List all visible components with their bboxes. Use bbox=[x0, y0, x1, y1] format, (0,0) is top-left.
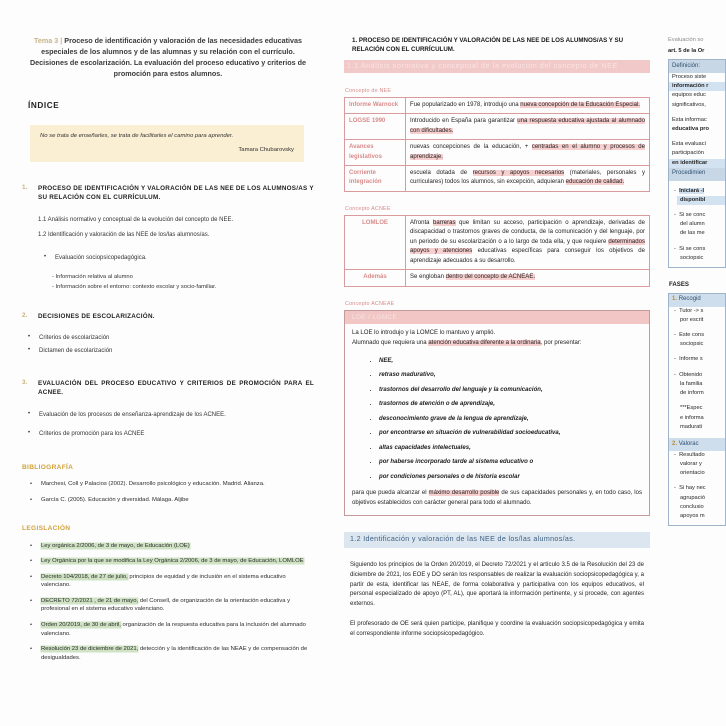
right-proced-item: disponibl bbox=[677, 196, 725, 205]
table-row bbox=[345, 166, 650, 192]
bibliografia-heading: BIBLIOGRAFÍA bbox=[22, 463, 74, 471]
box-p2-hl: atención educativa diferente a la ordinaria bbox=[428, 339, 541, 346]
title-text: Proceso de identificación y valoración de las necesidades educativas especiales de los alumnos y de las alumnas y su relación con el currículo. Decisiones de escolarización. La evaluación del proceso educativo y criterios de promoción para estos alumnos. bbox=[29, 36, 307, 78]
bullet-dot-icon: • bbox=[30, 481, 33, 488]
row-body bbox=[406, 114, 650, 140]
box-p2-post: , por presentar: bbox=[540, 339, 582, 346]
right-fase-1-item: sociopsic bbox=[680, 341, 704, 348]
row-pre: escuela dotada de bbox=[410, 170, 473, 177]
section-2-bullet-1 bbox=[28, 334, 314, 343]
right-definition-box bbox=[668, 59, 726, 268]
right-proced-item: - Si se cons bbox=[674, 245, 706, 252]
row-pre: Se engloban bbox=[410, 274, 446, 281]
right-proced-item: sociopsic bbox=[680, 254, 704, 261]
right-def-line: significativos, bbox=[672, 101, 706, 108]
bullet-dot-icon: • bbox=[44, 253, 47, 260]
bullet-dot-icon: • bbox=[30, 542, 33, 549]
right-fase-1-item: la familia bbox=[680, 380, 703, 387]
legislacion-4-hl: DECRETO 72/2021 , de 21 de mayo, bbox=[41, 597, 139, 604]
row-hl2: determinados apoyos y atenciones bbox=[410, 238, 645, 255]
list-item: • altas capacidades intelectuales, bbox=[379, 445, 649, 451]
bibliografia-item-1-text: Marchesi, Coll y Palacios (2002). Desarrollo psicológico y educación. Madrid. Alianza. bbox=[41, 481, 265, 488]
right-def-line: equipos educ bbox=[672, 92, 706, 99]
label-concepto-acneae: Concepto ACNEAE bbox=[345, 300, 395, 307]
legislacion-6-rest: detección y la identificación de las NEAE y de compensación de desigualdades. bbox=[41, 646, 308, 661]
section-3-number: 3. bbox=[22, 379, 28, 387]
right-fase-1-item: - Informe s bbox=[674, 356, 703, 363]
right-def-line: participación bbox=[672, 150, 704, 157]
main-content-column bbox=[332, 0, 662, 726]
main-heading-1-2: 1.2 Identificación y valoración de las NEE de los/las alumnos/as. bbox=[344, 532, 650, 548]
row-key: LOMLOE bbox=[345, 215, 406, 269]
list-item: • retraso madurativo, bbox=[379, 372, 649, 378]
box-acneae-p1: La LOE lo introdujo y la LOMCE lo mantuvo y amplió. bbox=[352, 330, 496, 337]
right-fase-2-item: conclusio bbox=[680, 503, 704, 510]
section-1-dash-2: - Información sobre el entorno: contexto escolar y socio-familiar. bbox=[52, 283, 217, 290]
section-1-bullet-text: Evaluación sociopsicopedagógica. bbox=[55, 254, 147, 261]
row-hl: recursos y apoyos necesarios bbox=[472, 170, 565, 177]
row-pre: Fue popularizado en 1978, introdujo una bbox=[410, 101, 521, 108]
right-fase-2-text: Si hay nec bbox=[679, 485, 706, 492]
box-p2-pre: Alumnado que requiera una bbox=[352, 339, 429, 346]
right-fase-2-item: orientacio bbox=[680, 470, 705, 477]
box-tail-post: de sus capacidades personales y, en todo caso, los objetivos establecidos con carácter general para todo el alumnado. bbox=[352, 490, 642, 506]
legislacion-item bbox=[30, 573, 314, 590]
right-fase-1-item: e informa bbox=[680, 414, 704, 421]
right-def-line: en identificar bbox=[669, 159, 725, 168]
right-procedimiento-heading: Procedimien bbox=[669, 168, 725, 181]
right-fase-2-item: - Resultado bbox=[674, 451, 705, 458]
legislacion-5-hl: Orden 20/2019, de 30 de abril, bbox=[41, 621, 121, 628]
bibliografia-item-2-text: García C. (2005). Educación y diversidad. Málaga. Aljibe bbox=[41, 496, 189, 503]
bullet-dot-icon: • bbox=[30, 621, 33, 628]
row-pre: Afronta bbox=[410, 219, 433, 226]
right-fase-2-row bbox=[669, 438, 725, 451]
right-fases-box bbox=[668, 293, 726, 526]
right-definition-heading: Definición: bbox=[669, 60, 725, 73]
index-section-1 bbox=[22, 184, 314, 203]
row-post: educativas específicas para conseguir los objetivos de aprendizaje adecuados a su desarrollo. bbox=[410, 248, 645, 264]
right-fase-2-item: apoyos m bbox=[680, 513, 705, 520]
right-def-line: Esta evaluaci bbox=[672, 141, 706, 148]
box-acneae-list bbox=[345, 358, 649, 480]
table-concepto-acnee bbox=[344, 215, 650, 287]
main-heading-1-1: 1.1 Análisis normativo y conceptual de la evolución del concepto de NEE bbox=[344, 60, 650, 73]
right-fase-2-item: - Si hay nec bbox=[674, 485, 706, 492]
row-body bbox=[406, 270, 650, 286]
main-paragraph-1: Siguiendo los principios de la Orden 20/2019, el Decreto 72/2021 y el artículo 3.5 de la Resolución del 23 de diciembre de 2021, los EOE y DO serán los responsables de realizar la evaluación sociopsicopedagógica y, a partir de esta, identificar las NEAE, de forma colaborativa y participativa con los equipos educativos, el personal especializado de apoyo (PT, AL), que aportará la información pertinente, y si procede, con agentes externos. bbox=[350, 561, 644, 608]
legislacion-heading: LEGISLACIÓN bbox=[22, 525, 71, 533]
legislacion-item bbox=[30, 621, 314, 638]
legislacion-4-rest: del Consell, de organización de la orientación educativa y profesional en el sistema educativo valenciano. bbox=[41, 597, 291, 613]
box-acneae-heading: LOE / LOMCE bbox=[345, 311, 649, 325]
right-fase-1-text: Obtenido bbox=[679, 371, 703, 378]
row-key: Avances legislativos bbox=[345, 140, 406, 166]
bullet-dot-icon: • bbox=[28, 430, 31, 437]
right-fase-1-item: de inform bbox=[680, 390, 704, 397]
index-section-2 bbox=[22, 312, 314, 321]
section-2-number: 2. bbox=[22, 311, 28, 319]
bullet-dot-icon: • bbox=[30, 496, 33, 503]
legislacion-item bbox=[30, 542, 314, 551]
right-fase-2-number: 2. bbox=[672, 440, 678, 447]
row-pre: nuevas concepciones de la educación, + bbox=[410, 144, 532, 151]
right-fase-1-number: 1. bbox=[672, 296, 678, 303]
list-item: • trastornos del desarrollo del lenguaje y la comunicación, bbox=[379, 387, 649, 393]
right-proced-text: Iniciará -l bbox=[679, 187, 705, 194]
right-fase-1-text: Informe s bbox=[679, 356, 703, 363]
bullet-dot-icon: • bbox=[30, 646, 33, 653]
right-fase-1-item: - Tutor -> s bbox=[674, 307, 704, 314]
box-tail-hl: máximo desarrollo posible bbox=[428, 490, 500, 496]
row-key: LOGSE 1990 bbox=[345, 114, 406, 140]
table-concepto-nee bbox=[344, 97, 650, 192]
main-paragraph-2: El profesorado de OE será quien participe, planifique y coordine la evaluación sociopsicopedagógica y emita el correspondiente informe sociopsicopedagógico. bbox=[350, 620, 644, 637]
document-title bbox=[28, 36, 308, 80]
section-3-bullet-1-text: Evaluación de los procesos de enseñanza-aprendizaje de los ACNEE. bbox=[39, 411, 226, 418]
box-acneae bbox=[344, 310, 650, 517]
row-pre: Introducido en España para garantizar bbox=[410, 118, 518, 125]
bullet-dot-icon: • bbox=[30, 573, 33, 580]
row-hl: nueva concepción de la Educación Especial. bbox=[520, 101, 640, 108]
section-3-title: EVALUACIÓN DEL PROCESO EDUCATIVO Y CRITERIOS DE PROMOCIÓN PARA EL ACNEE. bbox=[38, 380, 314, 397]
right-proced-text: Si se conc bbox=[679, 212, 706, 219]
bullet-dot-icon: • bbox=[28, 410, 31, 417]
box-tail-pre: para que pueda alcanzar el bbox=[352, 490, 429, 496]
row-key: Además bbox=[345, 270, 406, 286]
section-2-bullet-2-text: Dictamen de escolarización bbox=[39, 347, 113, 354]
row-post: (materiales, personales y curriculares) todos los alumnos, sin excepción, adquieran bbox=[410, 170, 645, 186]
list-item: • NEE, bbox=[379, 358, 649, 364]
row-key: Corriente integración bbox=[345, 166, 406, 192]
row-body bbox=[406, 140, 650, 166]
list-item: • desconocimiento grave de la lengua de aprendizaje, bbox=[379, 416, 649, 422]
row-hl: dentro del concepto de ACNEAE. bbox=[445, 274, 536, 281]
row-body bbox=[406, 215, 650, 269]
legislacion-2-hl: Ley Orgánica por la que se modifica la Ley Orgánica 2/2006, de 3 de mayo, de Educación, LOMLOE bbox=[41, 558, 304, 565]
right-def-line: Esta informac bbox=[672, 116, 707, 123]
quote-author: Tamara Chubarovsky bbox=[238, 147, 294, 154]
section-1-bullet bbox=[44, 254, 314, 263]
quote-text: No se trata de enseñarles, se trata de facilitarles el camino para aprender. bbox=[40, 133, 234, 140]
bullet-dot-icon: • bbox=[28, 334, 31, 341]
row-hl2: educación de calidad. bbox=[565, 179, 625, 186]
legislacion-item bbox=[30, 597, 314, 614]
bullet-dot-icon: • bbox=[28, 346, 31, 353]
section-3-bullet-1 bbox=[28, 411, 314, 420]
section-1-title: PROCESO DE IDENTIFICACIÓN Y VALORACIÓN DE LAS NEE DE LOS ALUMNOS/AS Y SU RELACIÓN CON EL CURRÍCULUM. bbox=[38, 185, 314, 202]
index-column bbox=[0, 0, 332, 726]
legislacion-3-rest: principios de equidad y de inclusión en el sistema educativo valenciano. bbox=[41, 573, 286, 589]
legislacion-6-hl: Resolución 23 de diciembre de 2021, bbox=[41, 646, 139, 653]
bullet-dot-icon: • bbox=[30, 597, 33, 604]
table-row bbox=[345, 215, 650, 269]
right-fase-1-text: Este cons bbox=[679, 332, 705, 338]
list-item: • por encontrarse en situación de vulnerabilidad socioeducativa, bbox=[379, 430, 649, 436]
list-item: • por condiciones personales o de historia escolar bbox=[379, 474, 649, 480]
tema-label: Tema 3 | bbox=[34, 36, 63, 45]
row-key: Informe Warnock bbox=[345, 97, 406, 113]
label-concepto-nee: Concepto de NEE bbox=[345, 87, 392, 94]
legislacion-5-rest: organización de la respuesta educativa para la inclusión del alumnado valenciano. bbox=[41, 621, 306, 637]
legislacion-1-hl: Ley orgánica 2/2006, de 3 de mayo, de Educación (LOE) bbox=[41, 542, 190, 549]
legislacion-item bbox=[30, 645, 314, 662]
right-clipped-column bbox=[662, 0, 726, 726]
box-acneae-p2 bbox=[345, 339, 649, 349]
section-1-sub-2: 1.2 Identificación y valoración de las NEE de los/las alumnos/as. bbox=[38, 232, 210, 239]
right-proced-item: de las me bbox=[680, 230, 705, 237]
quote-box bbox=[30, 125, 304, 162]
right-fase-1-item: - Este cons bbox=[674, 332, 705, 338]
list-item: • por haberse incorporado tarde al sistema educativo o bbox=[379, 459, 649, 465]
section-1-dash-1: - Información relativa al alumno bbox=[52, 274, 133, 281]
table-row bbox=[345, 114, 650, 140]
section-2-bullet-2 bbox=[28, 347, 314, 356]
bibliografia-item bbox=[30, 496, 314, 505]
right-line-2: art. 5 de la Or bbox=[668, 48, 705, 55]
right-line-1: Evaluación so bbox=[668, 37, 704, 43]
table-row bbox=[345, 97, 650, 113]
table-row bbox=[345, 270, 650, 286]
section-2-title: DECISIONES DE ESCOLARIZACIÓN. bbox=[38, 312, 155, 320]
right-fase-2-label: Valorac bbox=[678, 440, 699, 447]
row-hl: centradas en el alumno y procesos de aprendizaje. bbox=[410, 144, 645, 160]
row-hl: una respuesta educativa ajustada al alumnado con dificultades. bbox=[410, 118, 646, 134]
label-concepto-acnee: Concepto ACNEE bbox=[345, 205, 391, 212]
right-def-line: educativa pro bbox=[672, 126, 709, 133]
table-row bbox=[345, 140, 650, 166]
row-body bbox=[406, 97, 650, 113]
row-mid: que limitan su acceso, participación o aprendizaje, derivadas de discapacidad o trastornos graves de conducta, de la comunicación y del lenguaje, por un periodo de su escolarización o a lo largo de toda ella, y que requiere bbox=[410, 219, 645, 245]
right-fase-1-item: por escrit bbox=[680, 316, 704, 323]
legislacion-3-hl: Decreto 104/2018, de 27 de julio, bbox=[41, 573, 128, 580]
right-fase-1-item: madurati bbox=[680, 423, 703, 430]
box-acneae-tail bbox=[345, 489, 649, 508]
right-fase-1-text: Tutor -> s bbox=[679, 307, 704, 314]
right-fase-1-label: Recogid bbox=[678, 296, 701, 303]
right-fase-1-item: ***Espec bbox=[680, 405, 703, 412]
list-item: • trastornos de atención o de aprendizaje, bbox=[379, 401, 649, 407]
indice-heading: ÍNDICE bbox=[28, 100, 60, 110]
index-section-3 bbox=[22, 379, 314, 398]
row-hl: barreras bbox=[433, 219, 456, 226]
bullet-dot-icon: • bbox=[30, 558, 33, 565]
right-fase-1-item: - Obtenido bbox=[674, 371, 703, 378]
right-fase-2-text: Resultado bbox=[679, 451, 705, 458]
right-fase-1-row bbox=[669, 294, 725, 307]
main-heading-1: 1. PROCESO DE IDENTIFICACIÓN Y VALORACIÓN DE LAS NEE DE LOS ALUMNOS/AS Y SU RELACIÓN CON EL CURRÍCULUM. bbox=[352, 37, 624, 54]
legislacion-item bbox=[30, 557, 314, 566]
right-proced-item: del alumn bbox=[680, 221, 705, 228]
right-def-line: información r bbox=[669, 82, 725, 91]
right-proced-item: - Si se conc bbox=[674, 212, 706, 219]
section-1-sub-1: 1.1 Análisis normativo y conceptual de la evolución del concepto de NEE. bbox=[38, 216, 234, 223]
right-fase-2-item: agrupació bbox=[680, 494, 705, 501]
right-def-line: Proceso siste bbox=[672, 73, 707, 80]
section-1-number: 1. bbox=[22, 184, 28, 192]
section-3-bullet-2-text: Criterios de promoción para los ACNEE bbox=[39, 431, 145, 438]
row-body bbox=[406, 166, 650, 192]
section-2-bullet-1-text: Criterios de escolarización bbox=[39, 335, 110, 342]
right-fase-2-item: valorar y bbox=[680, 460, 702, 467]
right-proced-item: - Iniciará -l bbox=[674, 187, 705, 194]
section-3-bullet-2 bbox=[28, 430, 314, 439]
right-proced-text: Si se cons bbox=[679, 245, 706, 252]
bibliografia-item bbox=[30, 480, 314, 489]
right-fases-heading: FASES bbox=[669, 281, 689, 289]
